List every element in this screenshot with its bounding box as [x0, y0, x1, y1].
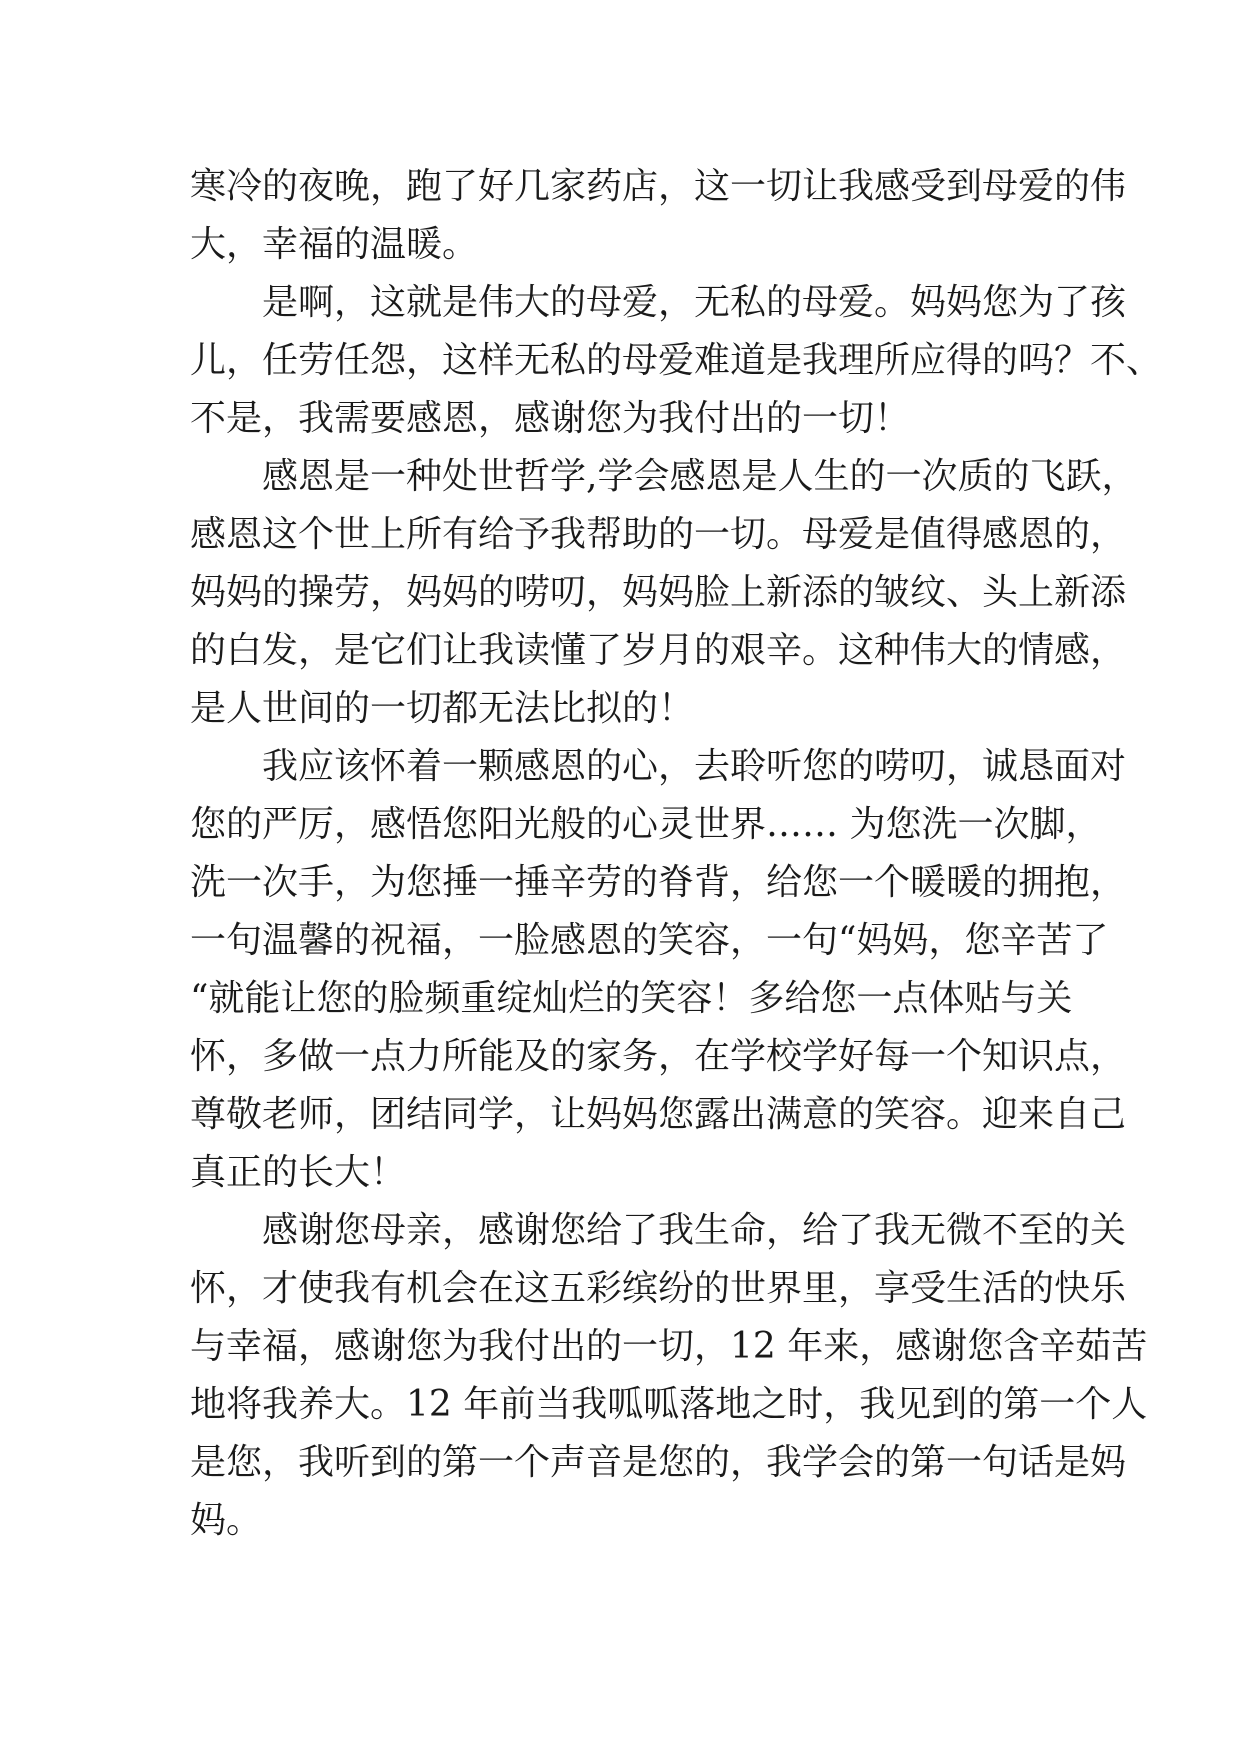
paragraph-5 — [190, 1202, 1148, 1550]
text-line: 是人世间的一切都无法比拟的！ — [190, 688, 695, 729]
text-line: 是啊，这就是伟大的母爱，无私的母爱。妈妈您为了孩 — [262, 282, 1127, 323]
text-line: 是您，我听到的第一个声音是您的，我学会的第一句话是妈 — [190, 1442, 1127, 1483]
text-line: 我应该怀着一颗感恩的心，去聆听您的唠叨，诚恳面对 — [262, 746, 1127, 787]
text-line: 的白发，是它们让我读懂了岁月的艰辛。这种伟大的情感， — [190, 630, 1127, 671]
paragraph-4 — [190, 738, 1127, 1202]
text-line: 大，幸福的温暖。 — [190, 224, 479, 265]
text-line: 儿，任劳任怨，这样无私的母爱难道是我理所应得的吗？不、 — [190, 340, 1163, 381]
text-line: 尊敬老师，团结同学，让妈妈您露出满意的笑容。迎来自己 — [190, 1094, 1127, 1135]
text-line: 真正的长大！ — [190, 1152, 407, 1193]
paragraph-2 — [190, 274, 1163, 448]
text-line: 地将我养大。12 年前当我呱呱落地之时，我见到的第一个人 — [190, 1384, 1148, 1425]
text-line: 妈妈的操劳，妈妈的唠叨，妈妈脸上新添的皱纹、头上新添 — [190, 572, 1127, 613]
essay-body — [190, 158, 1163, 1550]
text-line: 一句温馨的祝福，一脸感恩的笑容，一句“妈妈，您辛苦了 — [190, 920, 1109, 961]
text-line: 妈。 — [190, 1500, 263, 1541]
text-line: 与幸福，感谢您为我付出的一切，12 年来，感谢您含辛茹苦 — [190, 1326, 1148, 1367]
text-line: “就能让您的脸频重绽灿烂的笑容！多给您一点体贴与关 — [190, 978, 1073, 1019]
text-line: 感谢您母亲，感谢您给了我生命，给了我无微不至的关 — [262, 1210, 1127, 1251]
text-line: 感恩是一种处世哲学,学会感恩是人生的一次质的飞跃， — [262, 456, 1138, 497]
text-line: 您的严厉，感悟您阳光般的心灵世界…… 为您洗一次脚， — [190, 804, 1102, 845]
text-line: 寒冷的夜晚，跑了好几家药店，这一切让我感受到母爱的伟 — [190, 166, 1127, 207]
paragraph-1 — [190, 158, 1127, 274]
text-line: 不是，我需要感恩，感谢您为我付出的一切！ — [190, 398, 911, 439]
text-line: 怀，才使我有机会在这五彩缤纷的世界里，享受生活的快乐 — [190, 1268, 1127, 1309]
text-line: 洗一次手，为您捶一捶辛劳的脊背，给您一个暖暖的拥抱， — [190, 862, 1127, 903]
text-line: 感恩这个世上所有给予我帮助的一切。母爱是值得感恩的， — [190, 514, 1127, 555]
text-line: 怀，多做一点力所能及的家务，在学校学好每一个知识点， — [190, 1036, 1127, 1077]
paragraph-3 — [190, 448, 1138, 738]
